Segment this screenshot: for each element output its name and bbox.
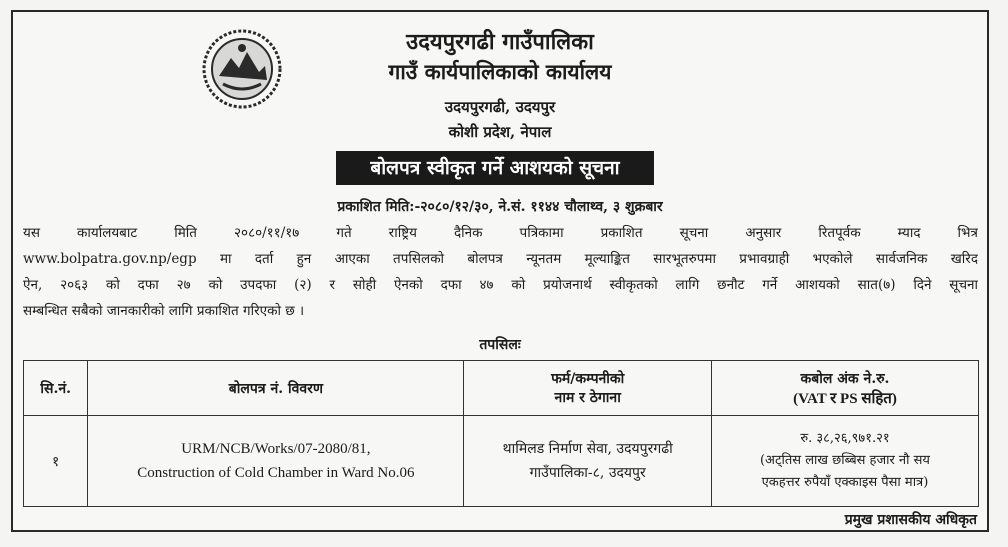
- notice-title: बोलपत्र स्वीकृत गर्ने आशयको सूचना: [336, 151, 654, 185]
- header-sn: सि.नं.: [24, 361, 88, 416]
- cell-amount: [711, 416, 978, 507]
- province: कोशी प्रदेश, नेपाल: [448, 123, 552, 141]
- header-amount-line2: (VAT र PS सहित): [793, 390, 897, 407]
- header-firm-line1: फर्म/कम्पनीको: [551, 371, 625, 387]
- firm-address: गाउँपालिका-८, उदयपुर: [529, 465, 646, 481]
- cell-firm: [464, 416, 711, 507]
- cell-sn: १: [24, 416, 88, 507]
- header-firm-line2: नाम र ठेगाना: [554, 390, 621, 406]
- notice-page: [11, 10, 989, 532]
- body-line: www.bolpatra.gov.np/egp मा दर्ता हुन आएका तपसिलको बोलपत्र न्यूनतम मूल्याङ्कित सारभूतरुपमा प्रभावग्राही भएकोले सार्वजनिक खरिद: [23, 251, 978, 267]
- details-label: तपसिलः: [479, 337, 521, 353]
- amount-figure: रु. ३८,२६,९७१.२१: [800, 431, 890, 446]
- amount-words-line1: (अट्तिस लाख छब्बिस हजार नौ सय: [759, 453, 930, 468]
- office-name: गाउँ कार्यपालिकाको कार्यालय: [388, 59, 612, 84]
- table-row: [24, 416, 979, 507]
- notice-body: [23, 220, 978, 324]
- header-amount-line1: कबोल अंक ने.रु.: [800, 370, 890, 387]
- body-line: यस कार्यालयबाट मिति २०८०/११/१७ गते राष्ट्रिय दैनिक पत्रिकामा प्रकाशित सूचना अनुसार रितपूर्वक म्याद भित्र: [23, 225, 978, 241]
- municipality-name: उदयपुरगढी गाउँपालिका: [406, 29, 594, 55]
- table-header-row: [24, 361, 979, 416]
- header-description: बोलपत्र नं. विवरण: [88, 361, 464, 416]
- header-firm: [464, 361, 711, 416]
- published-date: प्रकाशित मिति:-२०८०/१२/३०, ने.सं. ११४४ चौलाथ्व, ३ शुक्रबार: [337, 199, 663, 215]
- signatory-title: प्रमुख प्रशासकीय अधिकृत: [844, 512, 977, 528]
- body-line: सम्बन्धित सबैको जानकारीको लागि प्रकाशित गरिएको छ ।: [23, 303, 305, 319]
- bid-title: Construction of Cold Chamber in Ward No.06: [137, 465, 415, 481]
- amount-words-line2: एकहत्तर रुपैयाँ एक्काइस पैसा मात्र): [761, 475, 929, 490]
- office-location: उदयपुरगढी, उदयपुर: [444, 98, 556, 116]
- cell-description: [88, 416, 464, 507]
- header-amount: [711, 361, 978, 416]
- firm-name: थामिलड निर्माण सेवा, उदयपुरगढी: [502, 441, 673, 457]
- bid-table: [23, 360, 979, 507]
- body-line: ऐन, २०६३ को दफा २७ को उपदफा (२) र सोही ऐनको दफा ४७ को प्रयोजनार्थ स्वीकृतको लागि छनौट गर्ने आशयको सात(७) दिने सूचना: [23, 277, 978, 293]
- bid-number: URM/NCB/Works/07-2080/81,: [181, 441, 371, 457]
